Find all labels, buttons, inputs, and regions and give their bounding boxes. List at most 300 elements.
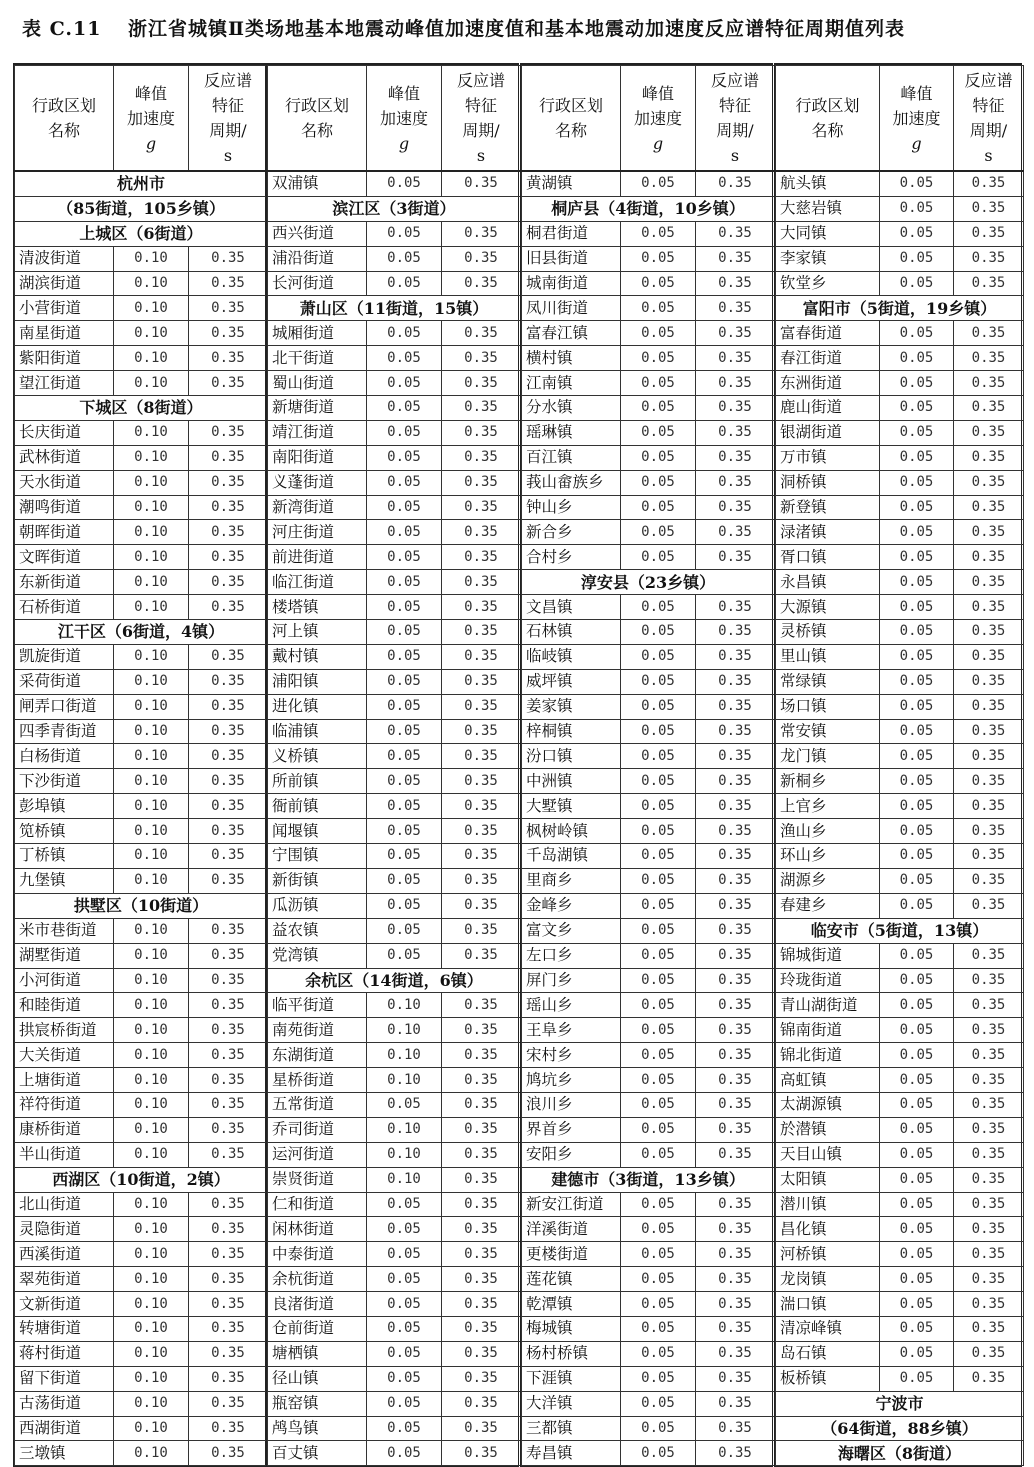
peak-acceleration-cell: 0.05: [367, 371, 442, 396]
area-name-cell: 下涯镇: [522, 1366, 621, 1391]
period-cell: 0.35: [189, 1092, 268, 1117]
area-name-cell: 南星街道: [15, 321, 114, 346]
table-row: [776, 868, 1024, 893]
section-heading: 上城区（6街道）: [15, 221, 268, 246]
area-name-cell: 五常街道: [268, 1092, 367, 1117]
area-name-cell: 界首乡: [522, 1117, 621, 1142]
period-cell: 0.35: [954, 221, 1024, 246]
table-row: [776, 1316, 1024, 1341]
table-row: [268, 844, 521, 869]
area-name-cell: 灵桥镇: [776, 620, 880, 645]
table-row: [522, 1068, 775, 1093]
peak-acceleration-cell: 0.05: [367, 545, 442, 570]
table-row: [776, 819, 1024, 844]
table-row: [522, 595, 775, 620]
area-name-cell: 前进街道: [268, 545, 367, 570]
peak-acceleration-cell: 0.10: [114, 1068, 189, 1093]
area-name-cell: 锦南街道: [776, 1018, 880, 1043]
peak-acceleration-cell: 0.05: [367, 893, 442, 918]
table-row: [15, 445, 268, 470]
section-heading: 富阳市（5街道，19乡镇）: [776, 296, 1024, 321]
table-row: [15, 1316, 268, 1341]
peak-acceleration-cell: 0.10: [367, 1043, 442, 1068]
table-row: [522, 669, 775, 694]
period-cell: 0.35: [696, 371, 775, 396]
period-cell: 0.35: [442, 1366, 521, 1391]
table-row: [776, 1192, 1024, 1217]
period-cell: 0.35: [442, 644, 521, 669]
peak-acceleration-cell: 0.05: [621, 868, 696, 893]
section-row: [15, 620, 268, 645]
period-cell: 0.35: [954, 246, 1024, 271]
period-cell: 0.35: [954, 346, 1024, 371]
peak-acceleration-cell: 0.05: [880, 1142, 954, 1167]
peak-acceleration-cell: 0.05: [621, 1316, 696, 1341]
header-line: 加速度: [892, 108, 941, 128]
peak-acceleration-cell: 0.05: [367, 221, 442, 246]
period-cell: 0.35: [696, 694, 775, 719]
period-cell: 0.35: [189, 918, 268, 943]
period-cell: 0.35: [189, 1316, 268, 1341]
table-row: [776, 1267, 1024, 1292]
area-name-cell: 李家镇: [776, 246, 880, 271]
peak-acceleration-cell: 0.05: [367, 495, 442, 520]
peak-acceleration-cell: 0.05: [367, 271, 442, 296]
area-name-cell: 屏门乡: [522, 968, 621, 993]
header-line: 周期/: [209, 121, 247, 140]
table-row: [522, 371, 775, 396]
peak-acceleration-cell: 0.05: [367, 694, 442, 719]
area-name-cell: 乾潭镇: [522, 1292, 621, 1317]
peak-acceleration-cell: 0.05: [621, 396, 696, 421]
table-row: [15, 520, 268, 545]
peak-acceleration-cell: 0.10: [114, 819, 189, 844]
peak-acceleration-cell: 0.05: [621, 1043, 696, 1068]
table-row: [522, 868, 775, 893]
period-cell: 0.35: [696, 1043, 775, 1068]
peak-acceleration-cell: 0.05: [621, 346, 696, 371]
area-name-cell: 北山街道: [15, 1192, 114, 1217]
table-row: [522, 1366, 775, 1391]
period-cell: 0.35: [696, 1142, 775, 1167]
area-name-cell: 浦沿街道: [268, 246, 367, 271]
table-row: [776, 371, 1024, 396]
section-row: [268, 196, 521, 221]
period-cell: 0.35: [954, 595, 1024, 620]
area-name-cell: 里山镇: [776, 644, 880, 669]
table-row: [776, 520, 1024, 545]
peak-acceleration-cell: 0.10: [114, 296, 189, 321]
area-name-cell: 乔司街道: [268, 1117, 367, 1142]
table-row: [268, 993, 521, 1018]
column-block-3: [520, 63, 773, 1467]
table-row: [522, 470, 775, 495]
peak-acceleration-cell: 0.10: [114, 1267, 189, 1292]
table-row: [268, 1242, 521, 1267]
area-name-cell: 采荷街道: [15, 669, 114, 694]
peak-acceleration-cell: 0.05: [367, 1242, 442, 1267]
peak-acceleration-cell: 0.05: [880, 769, 954, 794]
peak-acceleration-cell: 0.05: [880, 1018, 954, 1043]
table-row: [268, 868, 521, 893]
table-row: [15, 1192, 268, 1217]
peak-acceleration-cell: 0.10: [114, 545, 189, 570]
section-row: [522, 570, 775, 595]
table-row: [522, 321, 775, 346]
table-row: [268, 595, 521, 620]
period-cell: 0.35: [954, 1292, 1024, 1317]
area-name-cell: 浦阳镇: [268, 669, 367, 694]
peak-acceleration-cell: 0.05: [367, 246, 442, 271]
table-row: [776, 1068, 1024, 1093]
area-name-cell: 长河街道: [268, 271, 367, 296]
table-row: [522, 346, 775, 371]
period-cell: 0.35: [442, 1117, 521, 1142]
peak-acceleration-cell: 0.10: [114, 993, 189, 1018]
period-cell: 0.35: [954, 893, 1024, 918]
peak-acceleration-cell: 0.05: [621, 1242, 696, 1267]
peak-acceleration-cell: 0.05: [621, 893, 696, 918]
period-cell: 0.35: [189, 520, 268, 545]
table-row: [776, 246, 1024, 271]
period-cell: 0.35: [189, 694, 268, 719]
period-cell: 0.35: [189, 495, 268, 520]
peak-acceleration-cell: 0.10: [114, 719, 189, 744]
peak-acceleration-cell: 0.05: [621, 420, 696, 445]
area-name-cell: 城厢街道: [268, 321, 367, 346]
section-heading: 桐庐县（4街道，10乡镇）: [522, 196, 775, 221]
table-row: [268, 893, 521, 918]
area-name-cell: 瑶琳镇: [522, 420, 621, 445]
area-name-cell: 银湖街道: [776, 420, 880, 445]
section-row: [776, 918, 1024, 943]
peak-acceleration-cell: 0.05: [367, 1341, 442, 1366]
table-row: [268, 1341, 521, 1366]
area-name-cell: 小河街道: [15, 968, 114, 993]
header-row: [15, 66, 268, 172]
table-row: [268, 1167, 521, 1192]
area-name-cell: 新合乡: [522, 520, 621, 545]
table-row: [15, 918, 268, 943]
table-row: [15, 1117, 268, 1142]
area-name-cell: 万市镇: [776, 445, 880, 470]
period-cell: 0.35: [442, 943, 521, 968]
period-cell: 0.35: [696, 420, 775, 445]
column-block-2: [266, 63, 519, 1467]
header-line: 周期/: [969, 121, 1008, 140]
peak-acceleration-cell: 0.05: [880, 1292, 954, 1317]
period-cell: 0.35: [696, 1391, 775, 1416]
table-row: [522, 694, 775, 719]
peak-acceleration-cell: 0.05: [367, 1316, 442, 1341]
period-cell: 0.35: [954, 1068, 1024, 1093]
header-line: 反应谱: [203, 71, 252, 90]
table-row: [522, 1242, 775, 1267]
table-row: [522, 1341, 775, 1366]
table-row: [776, 968, 1024, 993]
table-row: [522, 445, 775, 470]
header-line: 行政区划: [795, 96, 860, 115]
header-line: 加速度: [126, 108, 175, 128]
area-name-cell: 胥口镇: [776, 545, 880, 570]
table-row: [268, 246, 521, 271]
peak-acceleration-cell: 0.10: [114, 1292, 189, 1317]
header-line: 峰值: [900, 83, 933, 103]
peak-acceleration-cell: 0.05: [621, 918, 696, 943]
area-name-cell: 渌渚镇: [776, 520, 880, 545]
header-col2: [367, 66, 442, 172]
peak-acceleration-cell: 0.05: [367, 1416, 442, 1441]
peak-acceleration-cell: 0.05: [621, 1267, 696, 1292]
peak-acceleration-cell: 0.05: [367, 1267, 442, 1292]
period-cell: 0.35: [696, 1366, 775, 1391]
table-row: [268, 769, 521, 794]
period-cell: 0.35: [954, 644, 1024, 669]
period-cell: 0.35: [954, 545, 1024, 570]
peak-acceleration-cell: 0.10: [367, 1117, 442, 1142]
peak-acceleration-cell: 0.05: [367, 819, 442, 844]
area-name-cell: 灵隐街道: [15, 1217, 114, 1242]
peak-acceleration-cell: 0.10: [114, 744, 189, 769]
table-row: [522, 769, 775, 794]
period-cell: 0.35: [189, 1416, 268, 1441]
table-row: [522, 171, 775, 196]
area-name-cell: 里商乡: [522, 868, 621, 893]
section-row: [522, 196, 775, 221]
table-row: [522, 819, 775, 844]
header-col3: [189, 66, 268, 172]
period-cell: 0.35: [189, 819, 268, 844]
header-line: 特征: [972, 96, 1005, 115]
peak-acceleration-cell: 0.05: [880, 968, 954, 993]
area-name-cell: 湖滨街道: [15, 271, 114, 296]
area-name-cell: 锦城街道: [776, 943, 880, 968]
period-cell: 0.35: [442, 271, 521, 296]
area-name-cell: 古荡街道: [15, 1391, 114, 1416]
table-row: [268, 1316, 521, 1341]
table-row: [776, 769, 1024, 794]
period-cell: 0.35: [696, 794, 775, 819]
peak-acceleration-cell: 0.05: [621, 719, 696, 744]
period-cell: 0.35: [696, 1242, 775, 1267]
area-name-cell: 黄湖镇: [522, 171, 621, 196]
period-cell: 0.35: [696, 868, 775, 893]
area-name-cell: 春建乡: [776, 893, 880, 918]
table-row: [776, 893, 1024, 918]
area-name-cell: 江南镇: [522, 371, 621, 396]
period-cell: 0.35: [954, 993, 1024, 1018]
table-row: [522, 420, 775, 445]
area-name-cell: 翠苑街道: [15, 1267, 114, 1292]
header-line: s: [730, 146, 740, 165]
peak-acceleration-cell: 0.05: [880, 346, 954, 371]
peak-acceleration-cell: 0.10: [114, 1192, 189, 1217]
section-heading: 西湖区（10街道，2镇）: [15, 1167, 268, 1192]
peak-acceleration-cell: 0.10: [114, 1092, 189, 1117]
section-row: [15, 171, 268, 196]
period-cell: 0.35: [442, 246, 521, 271]
area-name-cell: 大源镇: [776, 595, 880, 620]
table-row: [268, 171, 521, 196]
table-row: [15, 1267, 268, 1292]
area-name-cell: 安阳乡: [522, 1142, 621, 1167]
peak-acceleration-cell: 0.05: [367, 396, 442, 421]
period-cell: 0.35: [189, 669, 268, 694]
table-row: [268, 744, 521, 769]
area-name-cell: 丁桥镇: [15, 844, 114, 869]
period-cell: 0.35: [189, 1117, 268, 1142]
section-row: [522, 1167, 775, 1192]
table-row: [522, 968, 775, 993]
period-cell: 0.35: [442, 396, 521, 421]
area-name-cell: 玲珑街道: [776, 968, 880, 993]
area-name-cell: 新街镇: [268, 868, 367, 893]
area-name-cell: 湖源乡: [776, 868, 880, 893]
peak-acceleration-cell: 0.10: [114, 1242, 189, 1267]
area-name-cell: 半山街道: [15, 1142, 114, 1167]
area-name-cell: 石林镇: [522, 620, 621, 645]
peak-acceleration-cell: 0.10: [114, 1441, 189, 1466]
period-cell: 0.35: [442, 620, 521, 645]
area-name-cell: 瓜沥镇: [268, 893, 367, 918]
period-cell: 0.35: [189, 644, 268, 669]
table-row: [15, 669, 268, 694]
peak-acceleration-cell: 0.10: [114, 943, 189, 968]
table-row: [268, 1416, 521, 1441]
peak-acceleration-cell: 0.05: [880, 1043, 954, 1068]
table-row: [15, 1092, 268, 1117]
table-row: [268, 694, 521, 719]
table-row: [268, 1043, 521, 1068]
area-name-cell: 临平街道: [268, 993, 367, 1018]
area-name-cell: 昌化镇: [776, 1217, 880, 1242]
table-row: [522, 644, 775, 669]
peak-acceleration-cell: 0.05: [880, 694, 954, 719]
area-name-cell: 东新街道: [15, 570, 114, 595]
table-row: [268, 470, 521, 495]
period-cell: 0.35: [442, 1092, 521, 1117]
area-name-cell: 金峰乡: [522, 893, 621, 918]
area-name-cell: 鹿山街道: [776, 396, 880, 421]
period-cell: 0.35: [954, 620, 1024, 645]
area-name-cell: 青山湖街道: [776, 993, 880, 1018]
period-cell: 0.35: [696, 669, 775, 694]
table-row: [268, 1142, 521, 1167]
period-cell: 0.35: [696, 1068, 775, 1093]
period-cell: 0.35: [954, 396, 1024, 421]
header-line: 反应谱: [964, 71, 1013, 90]
area-name-cell: 更楼街道: [522, 1242, 621, 1267]
peak-acceleration-cell: 0.05: [621, 1117, 696, 1142]
area-name-cell: 小营街道: [15, 296, 114, 321]
peak-acceleration-cell: 0.05: [367, 470, 442, 495]
area-name-cell: 望江街道: [15, 371, 114, 396]
area-name-cell: 航头镇: [776, 171, 880, 196]
period-cell: 0.35: [189, 1142, 268, 1167]
area-name-cell: 楼塔镇: [268, 595, 367, 620]
table-row: [776, 719, 1024, 744]
period-cell: 0.35: [189, 719, 268, 744]
area-name-cell: 南苑街道: [268, 1018, 367, 1043]
table-row: [522, 221, 775, 246]
table-row: [15, 1043, 268, 1068]
area-name-cell: 益农镇: [268, 918, 367, 943]
period-cell: 0.35: [954, 1217, 1024, 1242]
table-row: [776, 620, 1024, 645]
period-cell: 0.35: [442, 1416, 521, 1441]
peak-acceleration-cell: 0.05: [880, 669, 954, 694]
period-cell: 0.35: [442, 495, 521, 520]
peak-acceleration-cell: 0.05: [621, 1192, 696, 1217]
header-line: 行政区划: [284, 96, 349, 115]
peak-acceleration-cell: 0.05: [621, 1416, 696, 1441]
period-cell: 0.35: [442, 1192, 521, 1217]
area-name-cell: 中泰街道: [268, 1242, 367, 1267]
table-row: [15, 744, 268, 769]
period-cell: 0.35: [442, 819, 521, 844]
peak-acceleration-cell: 0.05: [367, 943, 442, 968]
peak-acceleration-cell: 0.10: [114, 445, 189, 470]
table-row: [522, 1117, 775, 1142]
period-cell: 0.35: [442, 1018, 521, 1043]
area-name-cell: 上塘街道: [15, 1068, 114, 1093]
peak-acceleration-cell: 0.05: [367, 918, 442, 943]
area-name-cell: 锦北街道: [776, 1043, 880, 1068]
period-cell: 0.35: [954, 819, 1024, 844]
area-name-cell: 天水街道: [15, 470, 114, 495]
area-name-cell: 进化镇: [268, 694, 367, 719]
table-row: [776, 1292, 1024, 1317]
area-name-cell: 鸠坑乡: [522, 1068, 621, 1093]
period-cell: 0.35: [442, 744, 521, 769]
period-cell: 0.35: [189, 1068, 268, 1093]
header-col2: [114, 66, 189, 172]
peak-acceleration-cell: 0.05: [880, 1366, 954, 1391]
area-name-cell: 寿昌镇: [522, 1441, 621, 1466]
area-name-cell: 北干街道: [268, 346, 367, 371]
period-cell: 0.35: [442, 918, 521, 943]
area-name-cell: 龙岗镇: [776, 1267, 880, 1292]
table-row: [522, 246, 775, 271]
table-row: [776, 346, 1024, 371]
area-name-cell: 天目山镇: [776, 1142, 880, 1167]
area-name-cell: 龙门镇: [776, 744, 880, 769]
area-name-cell: 中洲镇: [522, 769, 621, 794]
area-name-cell: 河桥镇: [776, 1242, 880, 1267]
area-name-cell: 良渚街道: [268, 1292, 367, 1317]
table-row: [15, 1416, 268, 1441]
peak-acceleration-cell: 0.05: [367, 445, 442, 470]
table-row: [776, 1341, 1024, 1366]
table-row: [15, 595, 268, 620]
table-row: [268, 819, 521, 844]
area-name-cell: 湍口镇: [776, 1292, 880, 1317]
area-name-cell: 米市巷街道: [15, 918, 114, 943]
peak-acceleration-cell: 0.10: [367, 993, 442, 1018]
period-cell: 0.35: [189, 1292, 268, 1317]
period-cell: 0.35: [442, 1441, 521, 1466]
area-name-cell: 大洋镇: [522, 1391, 621, 1416]
period-cell: 0.35: [696, 644, 775, 669]
peak-acceleration-cell: 0.05: [880, 644, 954, 669]
area-name-cell: 义桥镇: [268, 744, 367, 769]
peak-acceleration-cell: 0.10: [114, 1341, 189, 1366]
period-cell: 0.35: [696, 495, 775, 520]
peak-acceleration-cell: 0.05: [367, 844, 442, 869]
table-row: [268, 221, 521, 246]
area-name-cell: 宁围镇: [268, 844, 367, 869]
peak-acceleration-cell: 0.05: [621, 943, 696, 968]
